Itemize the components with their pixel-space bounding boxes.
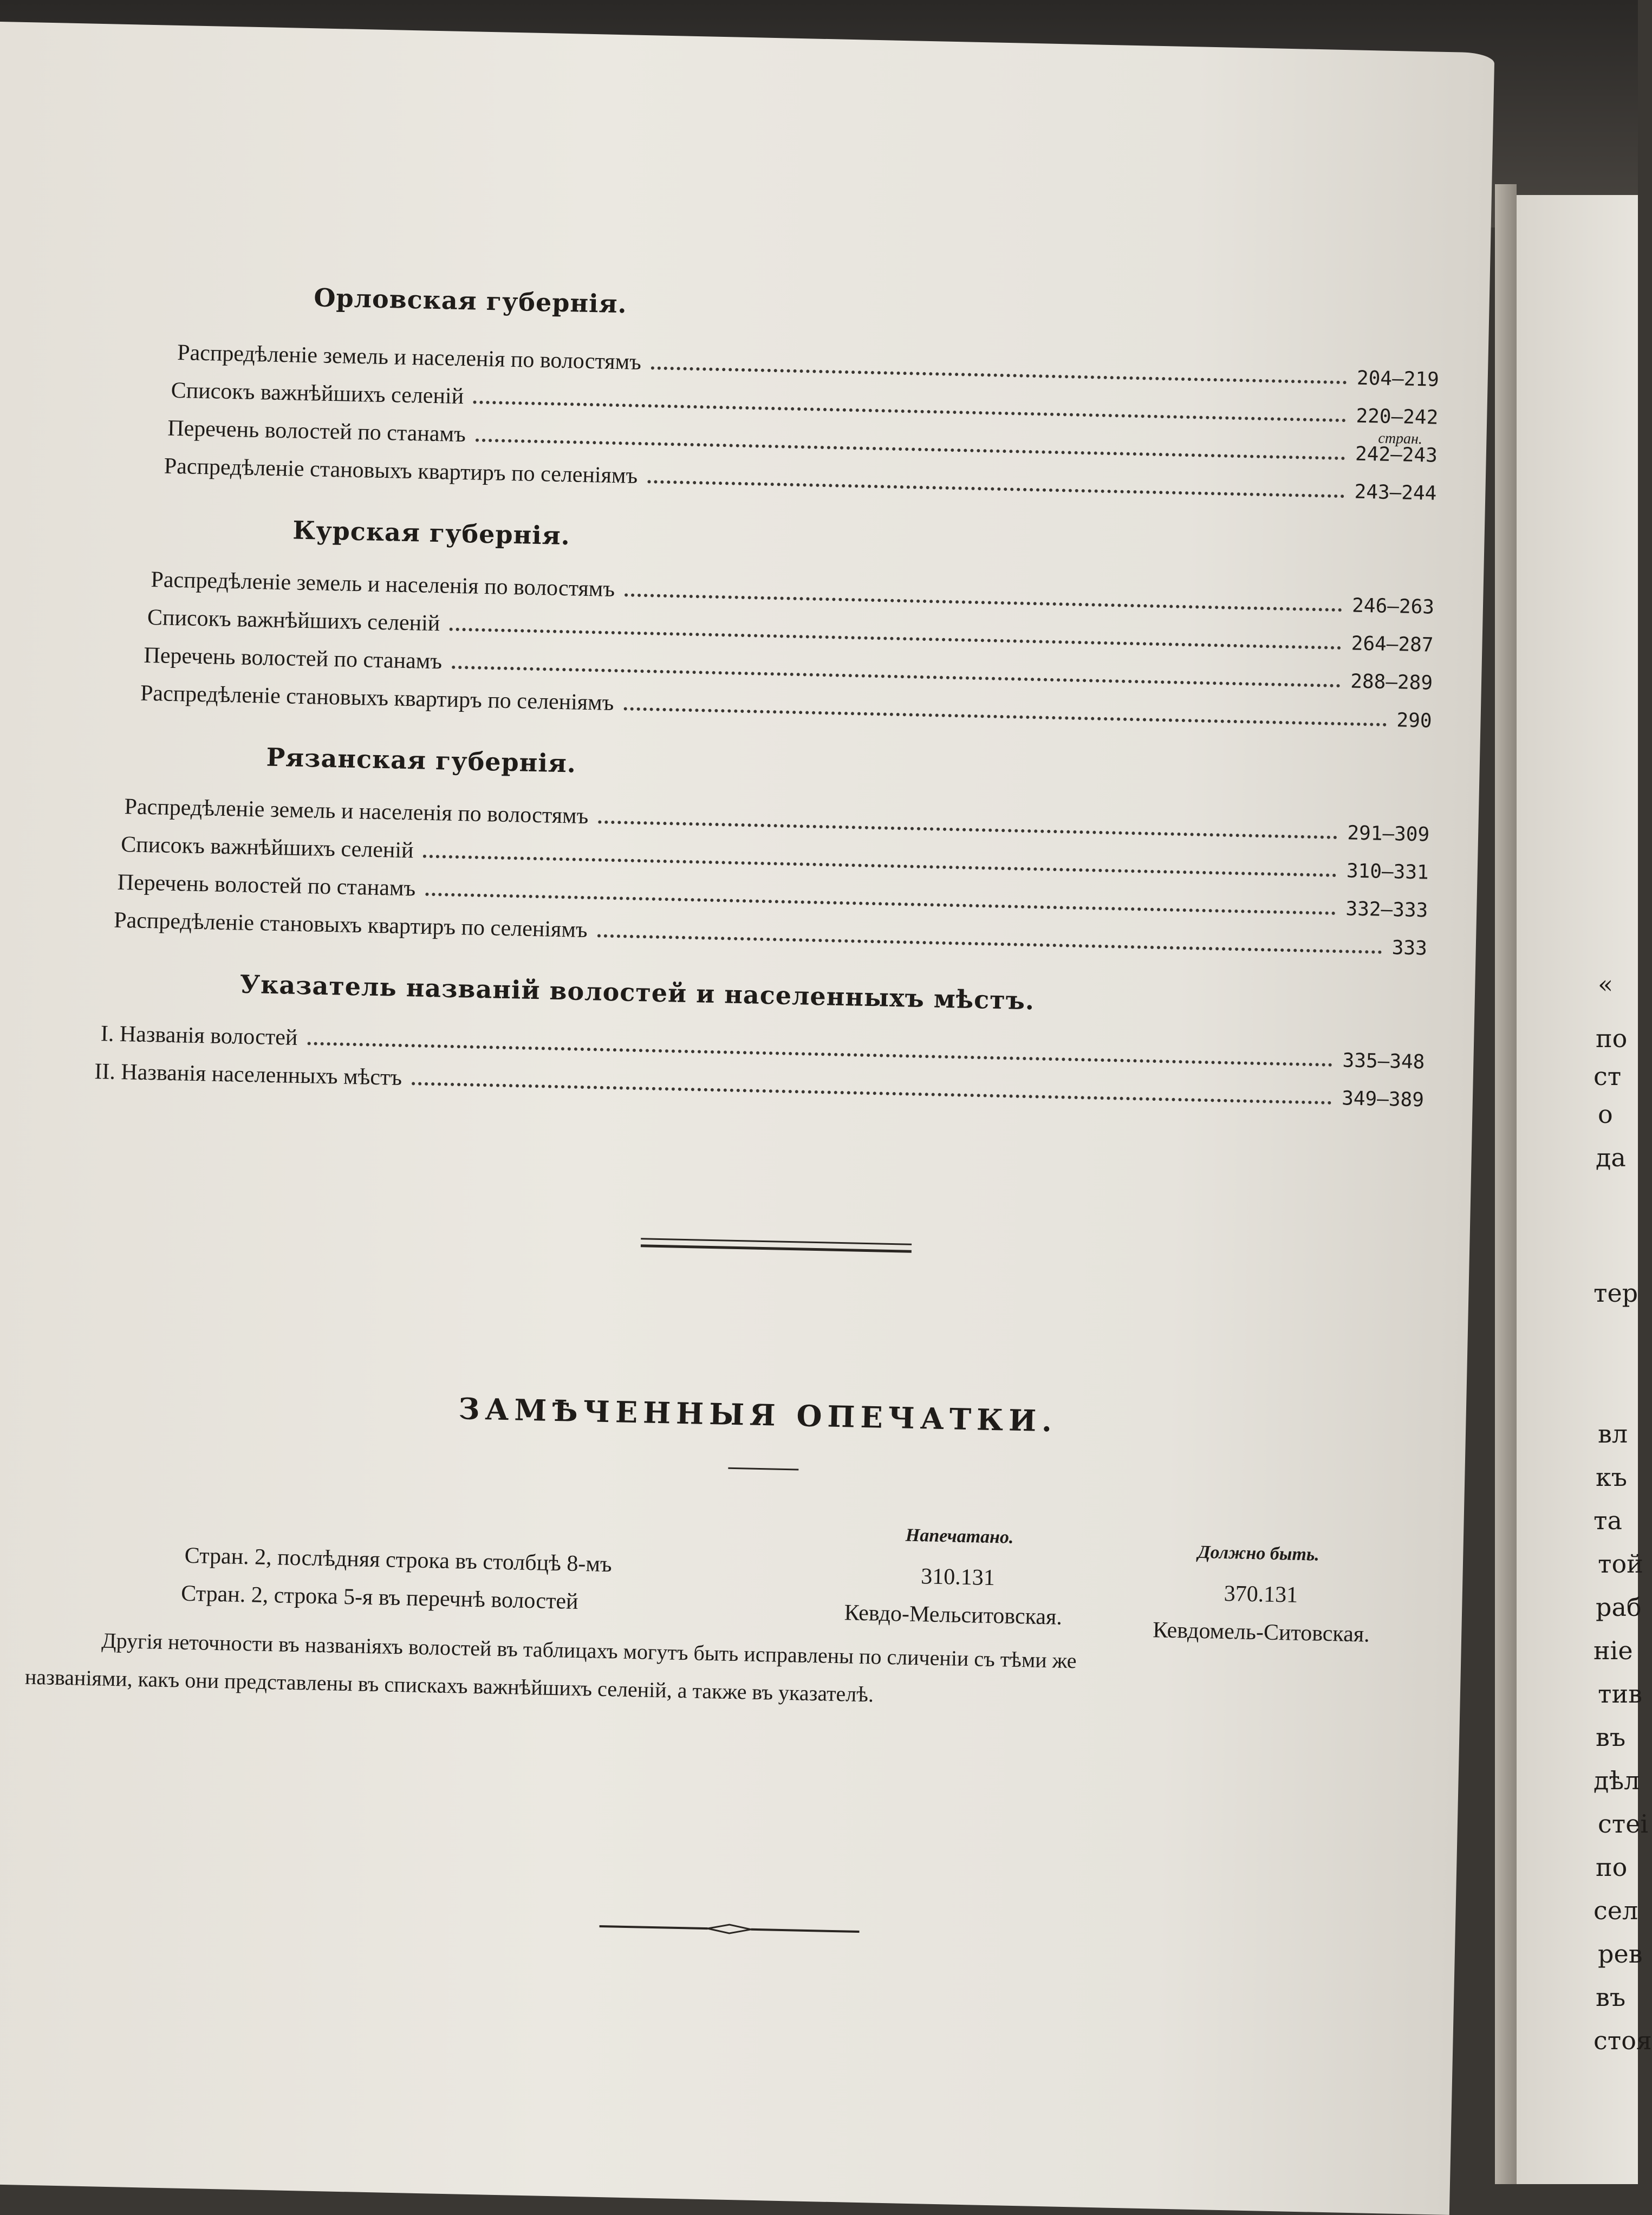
right-page-text-fragment: по (1596, 1024, 1628, 1053)
right-page-text-fragment: та (1594, 1506, 1622, 1535)
toc-row-pages: 243—244 (1354, 480, 1437, 505)
toc-row-label: Распредѣленіе земель и населенія по волостямъ (177, 340, 642, 375)
left-page (0, 22, 1494, 2215)
leader-dots (651, 353, 1348, 384)
errata-short-rule (728, 1467, 798, 1471)
leader-dots (597, 921, 1382, 953)
right-page-text-fragment: ніе (1594, 1636, 1633, 1665)
toc-row-label: Перечень волостей по станамъ (167, 415, 466, 447)
toc-row-label: Распредѣленіе становыхъ квартиръ по селеніямъ (140, 680, 614, 716)
toc-row-pages: 220—242 (1356, 405, 1439, 429)
toc-row-pages: 349—389 (1341, 1087, 1425, 1112)
col-should-be-header: Должно быть. (1197, 1542, 1320, 1565)
right-page-text-fragment: стеі (1598, 1809, 1649, 1839)
errata-location: Стран. 2, послѣдняя строка въ столбцѣ 8-мъ (184, 1543, 613, 1577)
right-page-text-fragment: ст (1594, 1062, 1622, 1091)
section-title-orel: Орловская губернія. (313, 283, 628, 319)
right-page-text-fragment: сел (1594, 1896, 1638, 1925)
toc-row-label: I. Названія волостей (100, 1021, 298, 1050)
leader-dots (647, 467, 1345, 498)
toc-row-pages: 333 (1391, 937, 1428, 960)
leader-dots (307, 1029, 1333, 1067)
toc-row-pages: 204—219 (1356, 367, 1440, 391)
right-page (1517, 195, 1638, 2184)
toc-row-pages: 310—331 (1346, 860, 1429, 884)
leader-dots (625, 580, 1343, 612)
right-page-text-fragment: « (1598, 970, 1614, 999)
section-title-index: Указатель названій волостей и населенныхъ мѣстъ. (239, 969, 1035, 1016)
errata-note-line2: названіями, какъ они представлены въ спискахъ важнѣйшихъ селеній, а также въ указателѣ. (24, 1664, 874, 1707)
toc-row-label: II. Названія населенныхъ мѣстъ (94, 1059, 402, 1090)
right-page-text-fragment: о (1598, 1100, 1613, 1129)
toc-row-label: Распредѣленіе земель и населенія по волостямъ (124, 794, 589, 829)
right-page-text-fragment: да (1596, 1143, 1626, 1172)
errata-note-line1: Другія неточности въ названіяхъ волостей въ таблицахъ могутъ быть исправлены по сличеніи съ тѣми же (101, 1628, 1077, 1673)
errata-title: ЗАМѢЧЕННЫЯ ОПЕЧАТКИ. (458, 1391, 1058, 1439)
page-edge (1495, 184, 1517, 2184)
errata-printed: 310.131 (920, 1564, 996, 1591)
toc-row-label: Списокъ важнѣйшихъ селеній (147, 605, 440, 636)
toc-row-label: Распредѣленіе земель и населенія по волостямъ (151, 567, 615, 602)
toc-row-label: Перечень волостей по станамъ (117, 869, 416, 901)
toc-row-pages: 246—263 (1351, 594, 1435, 619)
toc-row-pages: 264—287 (1351, 632, 1434, 657)
toc-row-pages: 288—289 (1350, 670, 1433, 694)
ornament-divider (599, 1920, 859, 1938)
right-page-text-fragment: въ (1596, 1723, 1626, 1752)
pages-column-label: стран. (1378, 430, 1423, 448)
toc-row-pages: 290 (1396, 709, 1432, 732)
toc-row-label: Распредѣленіе становыхъ квартиръ по селеніямъ (113, 907, 588, 943)
right-page-text-fragment: стоя (1594, 2026, 1652, 2055)
toc-row-pages: 335—348 (1342, 1049, 1425, 1074)
right-page-text-fragment: вл (1598, 1419, 1628, 1448)
toc-row-pages: 332—333 (1345, 898, 1428, 922)
section-title-kursk: Курская губернія. (292, 515, 571, 551)
right-page-text-fragment: дѣл (1594, 1766, 1640, 1795)
double-rule-top (641, 1238, 912, 1245)
errata-should-be: Кевдомель-Ситовская. (1152, 1618, 1370, 1647)
right-page-text-fragment: тер (1594, 1278, 1638, 1308)
right-page-text-fragment: той (1598, 1549, 1643, 1579)
col-printed-header: Напечатано. (905, 1525, 1014, 1548)
leader-dots (623, 694, 1387, 726)
errata-printed: Кевдо-Мельситовская. (844, 1600, 1063, 1630)
errata-should-be: 370.131 (1224, 1581, 1298, 1608)
right-page-text-fragment: по (1596, 1853, 1628, 1882)
toc-row-label: Перечень волостей по станамъ (144, 642, 443, 674)
leader-dots (598, 807, 1338, 839)
toc-row-pages: 291—309 (1347, 822, 1430, 846)
double-rule-bottom (641, 1244, 912, 1252)
right-page-text-fragment: въ (1596, 1983, 1626, 2012)
toc-row-label: Распредѣленіе становыхъ квартиръ по селеніямъ (164, 453, 638, 489)
right-page-text-fragment: къ (1596, 1463, 1628, 1492)
toc-row-label: Списокъ важнѣйшихъ селеній (120, 832, 414, 863)
right-page-text-fragment: раб (1596, 1593, 1642, 1622)
toc-row-label: Списокъ важнѣйшихъ селеній (171, 378, 464, 410)
right-page-text-fragment: рев (1598, 1939, 1643, 1969)
section-title-ryazan: Рязанская губернія. (266, 742, 577, 778)
toc-row-pages: 242—243 (1355, 443, 1438, 467)
errata-location: Стран. 2, строка 5-я въ перечнѣ волостей (180, 1581, 579, 1614)
right-page-text-fragment: тив (1598, 1679, 1643, 1709)
